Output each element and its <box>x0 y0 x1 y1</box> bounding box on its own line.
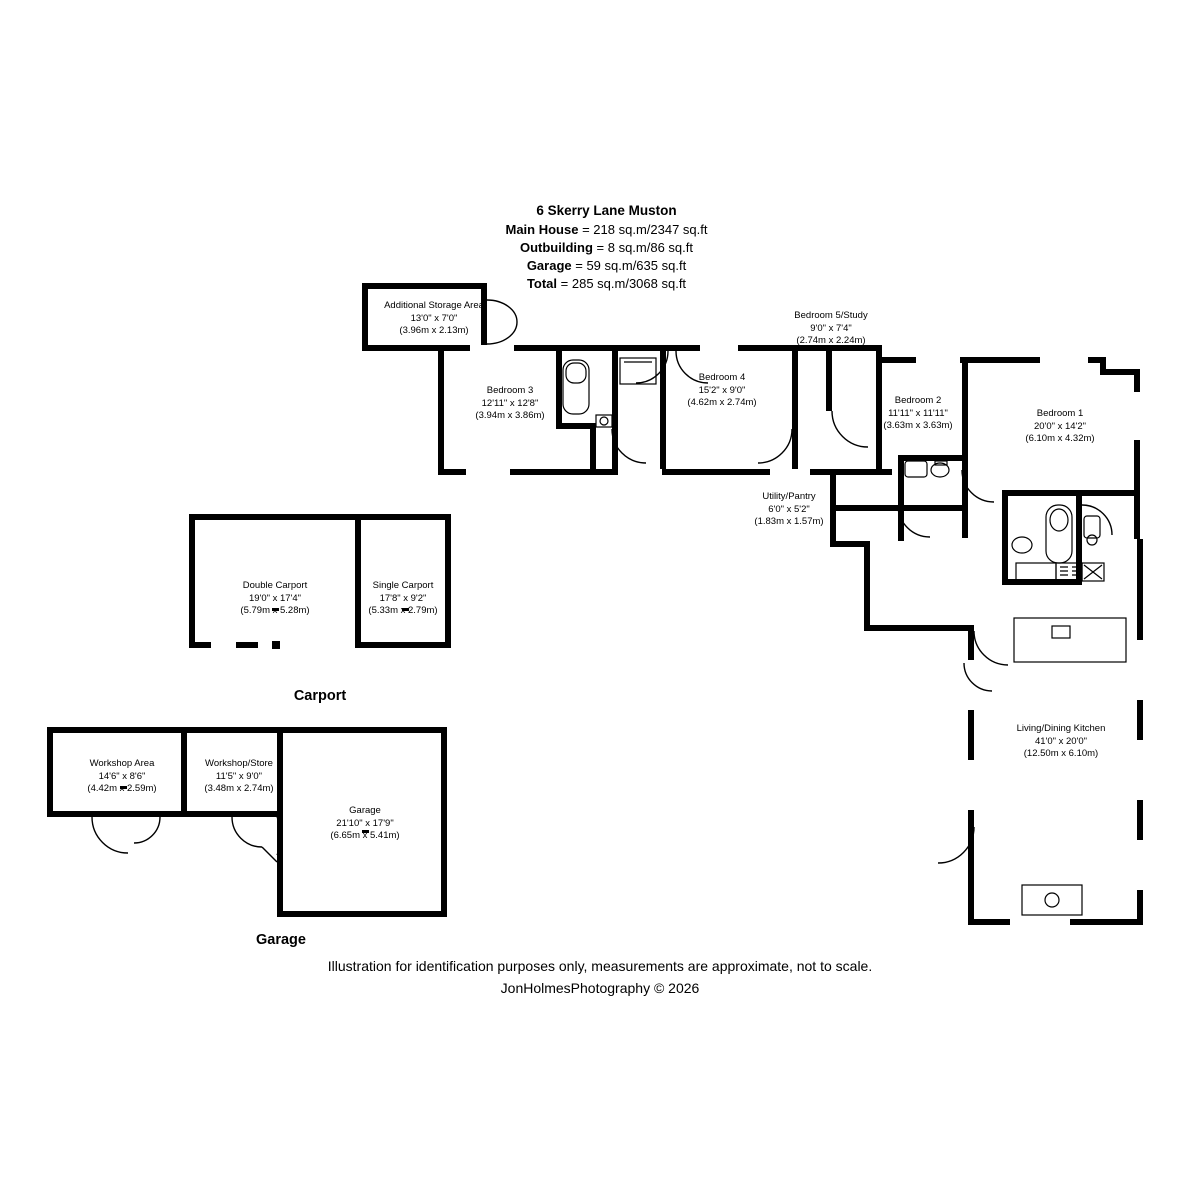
room-name: Bedroom 3 <box>486 385 534 396</box>
room-name: Workshop Area <box>89 758 155 769</box>
room-dimensions-metric: (3.96m x 2.13m) <box>399 325 469 336</box>
room-dimensions-metric: (5.33m x 2.79m) <box>368 605 438 616</box>
room-name: Living/Dining Kitchen <box>1016 723 1106 734</box>
room-dimensions-imperial: 14'6" x 8'6" <box>98 770 146 782</box>
room-dimensions-metric: (6.65m x 5.41m) <box>330 830 400 841</box>
header-value-outbuilding: = 8 sq.m/86 sq.ft <box>596 240 693 255</box>
room-dimensions-imperial: 19'0" x 17'4" <box>248 592 302 604</box>
room-dimensions-metric: (5.79m x 5.28m) <box>240 605 310 616</box>
room-name: Bedroom 1 <box>1036 408 1084 419</box>
room-name: Single Carport <box>372 580 434 591</box>
room-dimensions-imperial: 6'0" x 5'2" <box>768 503 810 515</box>
room-label <box>204 758 273 796</box>
header-value-total: = 285 sq.m/3068 sq.ft <box>560 276 687 291</box>
header-line-outbuilding <box>0 240 1200 255</box>
room-label <box>883 395 952 433</box>
garage-door-arcs <box>92 817 282 862</box>
room-label <box>1017 723 1106 761</box>
section-label: Garage <box>256 932 306 948</box>
room-dimensions-metric: (4.62m x 2.74m) <box>687 397 757 408</box>
room-dimensions-metric: (3.94m x 3.86m) <box>475 410 545 421</box>
room-dimensions-metric: (3.48m x 2.74m) <box>204 783 274 794</box>
header-label-main-house: Main House <box>505 222 579 237</box>
room-dimensions-imperial: 12'11" x 12'8" <box>481 397 539 409</box>
wall-ticks <box>120 608 409 833</box>
room-dimensions-metric: (6.10m x 4.32m) <box>1025 433 1095 444</box>
room-name: Double Carport <box>242 580 308 591</box>
footer-credit: JonHolmesPhotography © 2026 <box>500 980 700 996</box>
room-label <box>368 580 437 618</box>
room-label <box>687 372 756 410</box>
header-label-total: Total <box>526 276 558 291</box>
header-line-main-house <box>0 222 1200 237</box>
header-value-garage: = 59 sq.m/635 sq.ft <box>575 258 687 273</box>
room-label <box>87 758 156 796</box>
room-label <box>794 310 867 348</box>
header-line-total <box>0 276 1200 291</box>
footer-disclaimer: Illustration for identification purposes only, measurements are approximate, not to scale. <box>327 958 873 974</box>
room-dimensions-imperial: 13'0" x 7'0" <box>410 312 458 324</box>
room-dimensions-imperial: 15'2" x 9'0" <box>698 384 746 396</box>
room-dimensions-metric: (3.63m x 3.63m) <box>883 420 953 431</box>
room-dimensions-imperial: 21'10" x 17'9" <box>336 817 394 829</box>
room-dimensions-metric: (12.50m x 6.10m) <box>1023 748 1099 759</box>
room-label <box>384 300 484 338</box>
room-name: Garage <box>349 805 381 816</box>
header-value-main-house: = 218 sq.m/2347 sq.ft <box>582 222 708 237</box>
room-name: Bedroom 2 <box>894 395 942 406</box>
room-label <box>475 385 544 423</box>
room-dimensions-imperial: 41'0" x 20'0" <box>1034 735 1088 747</box>
room-name: Bedroom 5/Study <box>794 310 868 321</box>
room-name: Bedroom 4 <box>698 372 746 383</box>
room-label <box>754 491 823 529</box>
room-dimensions-metric: (4.42m x 2.59m) <box>87 783 157 794</box>
header-label-outbuilding: Outbuilding <box>519 240 593 255</box>
section-label: Carport <box>293 688 347 704</box>
plan-title: 6 Skerry Lane Muston <box>536 203 677 218</box>
header-line-garage <box>0 258 1200 273</box>
room-dimensions-metric: (1.83m x 1.57m) <box>754 516 824 527</box>
room-dimensions-imperial: 11'11" x 11'11" <box>888 407 948 419</box>
room-label <box>240 580 309 618</box>
room-dimensions-imperial: 9'0" x 7'4" <box>810 322 852 334</box>
room-label <box>1025 408 1094 446</box>
room-name: Utility/Pantry <box>762 491 816 502</box>
room-name: Workshop/Store <box>205 758 273 769</box>
room-dimensions-imperial: 17'8" x 9'2" <box>379 592 427 604</box>
room-dimensions-imperial: 20'0" x 14'2" <box>1033 420 1087 432</box>
room-dimensions-metric: (2.74m x 2.24m) <box>796 335 866 346</box>
room-label <box>330 805 399 843</box>
header-label-garage: Garage <box>526 258 572 273</box>
room-name: Additional Storage Area <box>384 300 484 311</box>
room-dimensions-imperial: 11'5" x 9'0" <box>215 770 263 782</box>
